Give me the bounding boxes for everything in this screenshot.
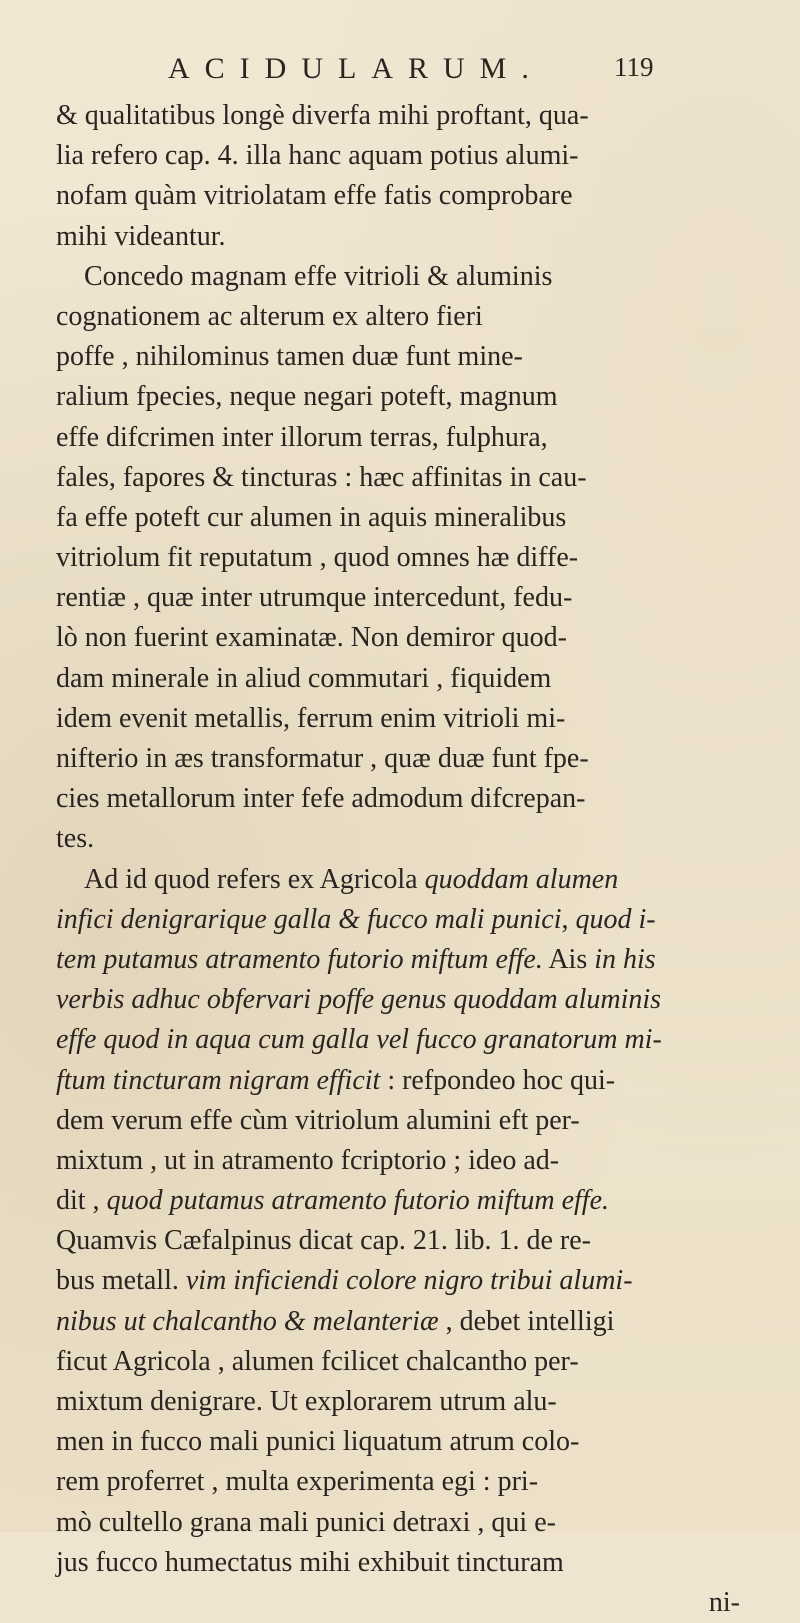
text-line [56, 699, 746, 739]
text-segment: Ais [542, 943, 595, 975]
text-line [56, 659, 746, 699]
text-segment: men in fucco mali punici liquatum atrum colo- [56, 1426, 580, 1458]
text-line [56, 458, 746, 498]
text-segment: cies metallorum inter fefe admodum difcrepan- [56, 783, 586, 815]
text-line [56, 1141, 746, 1181]
text-segment: ficut Agricola , alumen fcilicet chalcantho per- [56, 1345, 579, 1377]
text-segment: ralium fpecies, neque negari poteft, magnum [56, 381, 558, 413]
page-number: 119 [614, 52, 654, 82]
text-line [56, 860, 746, 900]
text-line [56, 819, 746, 859]
text-line [56, 176, 746, 216]
text-segment: cognationem ac alterum ex altero fieri [56, 300, 483, 332]
italic-segment: tem putamus atramento futorio miftum effe. [56, 943, 543, 975]
italic-segment: vim inficiendi colore nigro tribui alumi- [185, 1265, 633, 1297]
text-segment: jus fucco humectatus mihi exhibuit tincturam [56, 1546, 564, 1578]
text-line [56, 1101, 746, 1141]
text-segment: mò cultello grana mali punici detraxi , qui e- [56, 1506, 556, 1538]
italic-segment: quod putamus atramento futorio miftum effe. [106, 1185, 609, 1217]
text-segment: mixtum , ut in atramento fcriptorio ; ideo ad- [56, 1144, 560, 1176]
text-segment: fa effe poteft cur alumen in aquis mineralibus [56, 501, 567, 533]
text-segment: tes. [56, 823, 95, 855]
italic-segment: quod i- [575, 903, 656, 935]
text-line [56, 1181, 746, 1221]
text-line [56, 1382, 746, 1422]
text-segment: bus metall. [56, 1265, 186, 1297]
text-line [56, 498, 746, 538]
body-text [56, 96, 746, 1623]
text-segment: idem evenit metallis, ferrum enim vitrioli mi- [56, 702, 566, 734]
text-line [56, 1342, 746, 1382]
italic-segment: ftum tincturam nigram efficit [56, 1064, 381, 1096]
text-line [56, 779, 746, 819]
text-line [56, 900, 746, 940]
text-line [56, 1302, 746, 1342]
italic-segment: verbis adhuc obfervari poffe genus quoddam aluminis [56, 984, 662, 1016]
text-line [56, 940, 746, 980]
text-segment: : refpondeo hoc qui- [380, 1064, 616, 1096]
text-line [56, 377, 746, 417]
text-line [56, 1061, 746, 1101]
text-line [56, 136, 746, 176]
italic-segment: effe quod in aqua cum galla vel fucco granatorum mi- [56, 1024, 662, 1056]
text-segment: Quamvis Cæfalpinus dicat cap. 21. lib. 1. de re- [56, 1225, 591, 1257]
catchword: ni- [708, 1586, 740, 1618]
text-line [56, 1543, 746, 1583]
text-line [56, 297, 746, 337]
text-line [56, 618, 746, 658]
text-line [56, 538, 746, 578]
text-line [56, 739, 746, 779]
text-segment: dem verum effe cùm vitriolum alumini eft per- [56, 1104, 580, 1136]
italic-segment: in his [594, 943, 656, 975]
text-segment: poffe , nihilominus tamen duæ funt mine- [56, 341, 523, 373]
text-line [56, 217, 746, 257]
italic-segment: quoddam alumen [424, 863, 619, 895]
running-title: ACIDULARUM. [168, 52, 544, 85]
text-segment: nofam quàm vitriolatam effe fatis comprobare [56, 180, 573, 212]
text-segment: fales, fapores & tincturas : hæc affinitas in cau- [56, 461, 587, 493]
text-line [56, 1422, 746, 1462]
text-segment: , [561, 903, 576, 935]
text-line [56, 1020, 746, 1060]
text-segment: mixtum denigrare. Ut explorarem utrum alu- [56, 1386, 557, 1417]
text-line [56, 96, 746, 136]
text-segment: Concedo magnam effe vitrioli & aluminis [84, 260, 553, 292]
text-segment: dit , [56, 1185, 107, 1217]
text-segment: vitriolum fit reputatum , quod omnes hæ diffe- [56, 542, 579, 574]
text-segment: lò non fuerint examinatæ. Non demiror quod- [56, 622, 567, 654]
text-line [56, 1221, 746, 1261]
running-head [0, 52, 800, 92]
text-line [56, 1261, 746, 1301]
text-line [56, 980, 746, 1020]
text-segment: Ad id quod refers ex Agricola [84, 863, 425, 895]
text-line [56, 578, 746, 618]
italic-segment: nibus ut chalcantho & melanteriæ [56, 1305, 439, 1337]
text-segment: rentiæ , quæ inter utrumque intercedunt, fedu- [56, 582, 573, 614]
text-segment: dam minerale in aliud commutari , fiquidem [56, 662, 552, 694]
text-line [56, 337, 746, 377]
text-segment: effe difcrimen inter illorum terras, fulphura, [56, 421, 548, 453]
text-segment: mihi videantur. [56, 220, 226, 252]
text-segment: lia refero cap. 4. illa hanc aquam potius alumi- [56, 140, 579, 172]
italic-segment: infici denigrarique galla & fucco mali punici [56, 903, 562, 935]
text-line [56, 418, 746, 458]
text-line [56, 257, 746, 297]
text-line [56, 1503, 746, 1543]
text-line [56, 1462, 746, 1502]
text-segment: nifterio in æs transformatur , quæ duæ funt fpe- [56, 743, 589, 774]
text-segment: rem proferret , multa experimenta egi : pri- [56, 1466, 539, 1498]
text-segment: , debet intelligi [438, 1305, 615, 1337]
text-segment: & qualitatibus longè diverfa mihi proftant, qua- [56, 100, 589, 131]
